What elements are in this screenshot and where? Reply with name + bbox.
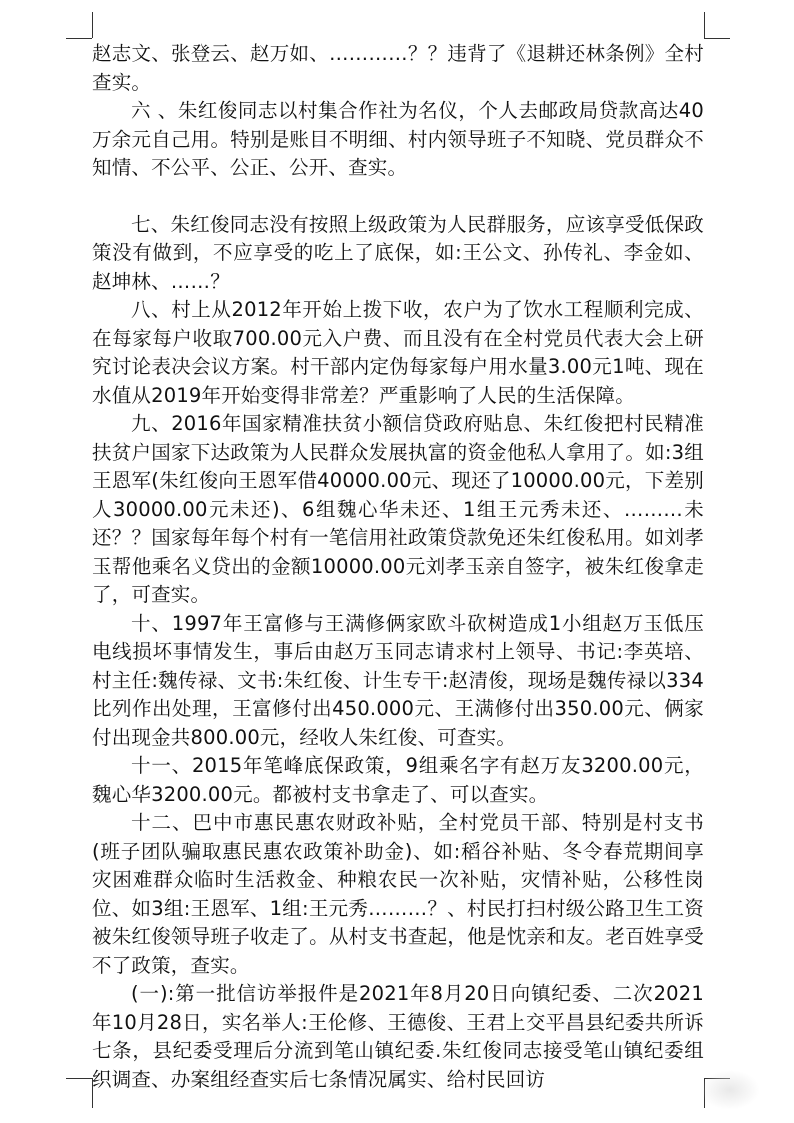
paragraph-item-11: 十一、2015年笔峰底保政策，9组乘名字有赵万友3200.00元，魏心华3200.00元。都被村支书拿走了、可以查实。: [92, 754, 704, 806]
paragraph-item-9: 九、2016年国家精准扶贫小额信贷政府贴息、朱红俊把村民精准扶贫户国家下达政策为人民群众发展执富的资金他私人拿用了。如:3组王恩军(朱红俊向王恩军借40000.00元、现还了10000.00元，下差别人30000.00元未还)、6组魏心华未还、1组王元秀未还、………未还？？国家每年每个村有一笔信用社政策贷款免还朱红俊私用。如刘孝玉帮他乘名义贷出的金额10000.00元刘孝玉亲自签字，被朱红俊拿走了，可查实。: [92, 412, 704, 606]
crop-mark-top-left-horizontal: [66, 38, 92, 39]
paragraph-item-6: 六 、朱红俊同志以村集合作社为名仪，个人去邮政局贷款高达40万余元自己用。特别是账目不明细、村内领导班子不知晓、党员群众不知情、不公平、公正、公开、查实。: [92, 99, 704, 179]
paragraph-item-7: 七、朱红俊同志没有按照上级政策为人民群服务，应该享受低保政策没有做到，不应享受的吃上了底保，如:王公文、孙传礼、李金如、赵坤林、……？: [92, 212, 704, 293]
crop-mark-top-right-horizontal: [704, 38, 730, 39]
paragraph-item-10: 十、1997年王富修与王满修俩家欧斗砍树造成1小组赵万玉低压电线损坏事情发生，事后由赵万玉同志请求村上领导、书记:李英培、村主任:魏传禄、文书:朱红俊、计生专干:赵清俊，现场是魏传禄以334比列作出处理，王富修付出450.000元、王满修付出350.00元、俩家付出现金共800.00元，经收人朱红俊、可查实。: [92, 611, 704, 749]
crop-mark-top-right-vertical: [704, 12, 705, 38]
paragraph-item-12: 十二、巴中市惠民惠农财政补贴，全村党员干部、特别是村支书(班子团队骗取惠民惠农政策补助金)、如:稻谷补贴、冬令春荒期间享灾困难群众临时生活救金、种粮农民一次补贴，灾情补贴，公移性岗位、如3组:王恩军、1组:王元秀………？、村民打扫村级公路卫生工资被朱红俊领导班子收走了。从村支书查起，他是忱亲和友。老百姓享受不了政策，查实。: [92, 811, 704, 977]
paragraph-spacer: [92, 183, 704, 211]
paragraph-continuation: 赵志文、张登云、赵万如、…………？？违背了《退耕还林条例》全村查实。: [92, 42, 704, 94]
crop-mark-bottom-left-horizontal: [66, 1078, 92, 1079]
watermark-smudge: [700, 1070, 760, 1110]
paragraph-item-8: 八、村上从2012年开始上拨下收，农户为了饮水工程顺利完成、在每家每户收取700.00元入户费、而且没有在全村党员代表大会上研究讨论表决会议方案。村干部内定伪每家每户用水量3.00元1吨、现在水值从2019年开始变得非常差？严重影响了人民的生活保障。: [92, 298, 704, 407]
paragraph-sub-item-1: (一):第一批信访举报件是2021年8月20日向镇纪委、二次2021年10月28日，实名举人:王伦修、王德俊、王君上交平昌县纪委共所诉七条，县纪委受理后分流到笔山镇纪委.朱红俊同志接受笔山镇纪委组织调查、办案组经查实后七条情况属实、给村民回访: [92, 982, 704, 1091]
document-body: [92, 40, 704, 1094]
crop-mark-top-left-vertical: [92, 12, 93, 38]
